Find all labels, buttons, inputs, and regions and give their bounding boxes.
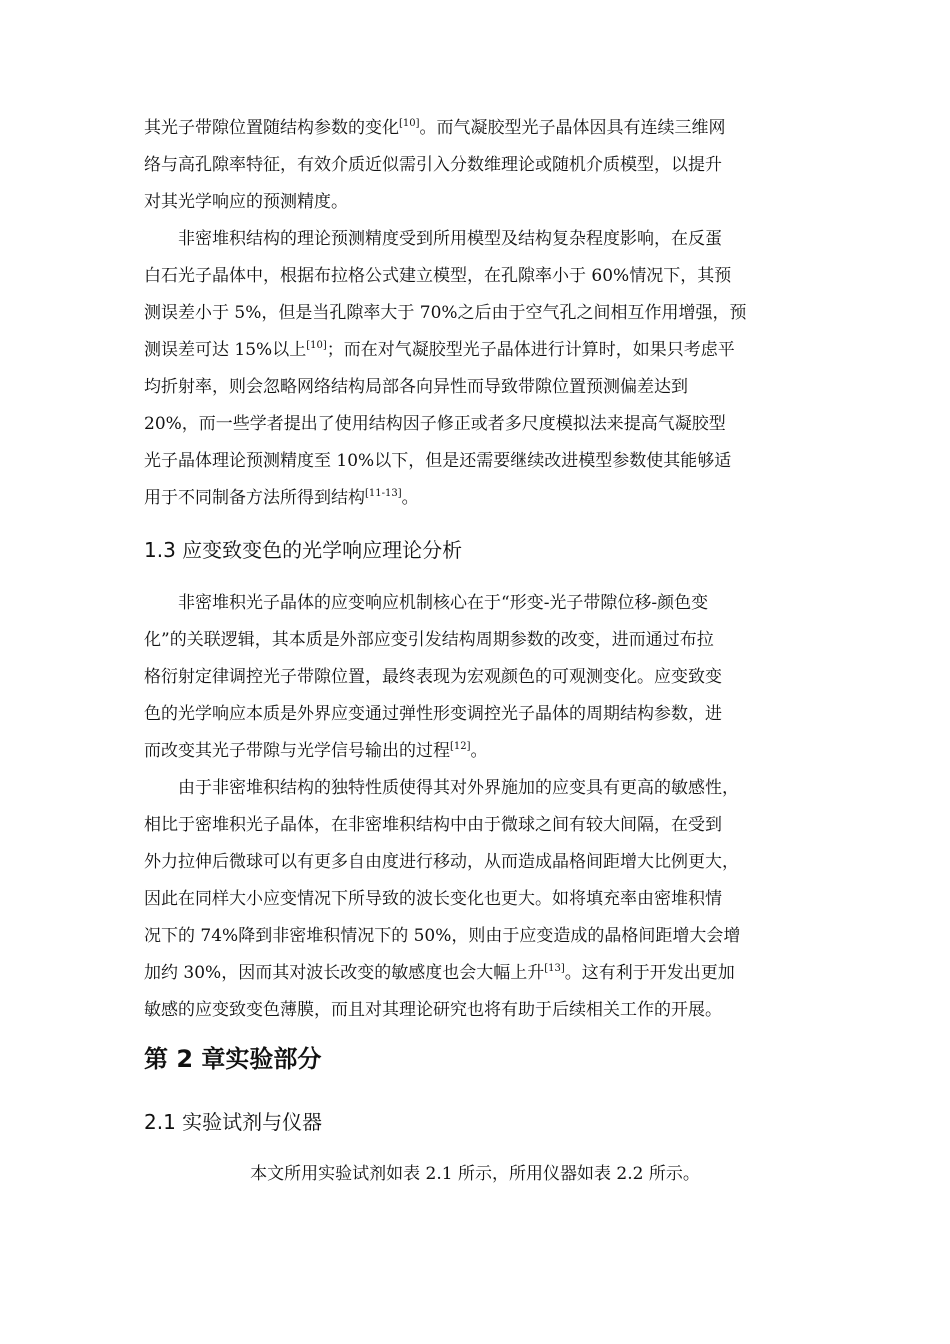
paragraph-line: 外力拉伸后微球可以有更多自由度进行移动，从而造成晶格间距增大比例更大，	[144, 852, 739, 872]
citation-ref: [10]	[306, 340, 327, 351]
text: ；而在对气凝胶型光子晶体进行计算时，如果只考虑平	[326, 340, 735, 360]
paragraph-line: 光子晶体理论预测精度至 10%以下，但是还需要继续改进模型参数使其能够适	[144, 451, 732, 471]
paragraph-line: 化”的关联逻辑，其本质是外部应变引发结构周期参数的改变，进而通过布拉	[144, 630, 714, 650]
citation-ref: [12]	[450, 741, 471, 752]
paragraph-line: 对其光学响应的预测精度。	[144, 192, 348, 212]
paragraph-line	[144, 116, 726, 140]
citation-ref: [13]	[544, 963, 565, 974]
paragraph-line: 敏感的应变致变色薄膜，而且对其理论研究也将有助于后续相关工作的开展。	[144, 1000, 722, 1020]
text: 。这有利于开发出更加	[564, 963, 735, 983]
text: 而改变其光子带隙与光学信号输出的过程	[144, 741, 450, 761]
text: 其光子带隙位置随结构参数的变化	[144, 118, 399, 138]
section-heading: 2.1 实验试剂与仪器	[144, 1110, 323, 1134]
paragraph-line: 均折射率，则会忽略网络结构局部各向异性而导致带隙位置预测偏差达到	[144, 377, 688, 397]
paragraph-line: 测误差小于 5%，但是当孔隙率大于 70%之后由于空气孔之间相互作用增强，预	[144, 303, 747, 323]
text: 。	[470, 741, 488, 761]
text: 。	[401, 488, 419, 508]
paragraph-line: 由于非密堆积结构的独特性质使得其对外界施加的应变具有更高的敏感性，	[178, 778, 739, 798]
text: 。而气凝胶型光子晶体因具有连续三维网	[419, 118, 726, 138]
paragraph-line	[144, 961, 735, 985]
centered-paragraph: 本文所用实验试剂如表 2.1 所示，所用仪器如表 2.2 所示。	[250, 1164, 700, 1184]
paragraph-line: 况下的 74%降到非密堆积情况下的 50%，则由于应变造成的晶格间距增大会增	[144, 926, 741, 946]
paragraph-line: 络与高孔隙率特征，有效介质近似需引入分数维理论或随机介质模型，以提升	[144, 155, 722, 175]
paragraph-line: 白石光子晶体中，根据布拉格公式建立模型，在孔隙率小于 60%情况下，其预	[144, 266, 732, 286]
paragraph-line: 色的光学响应本质是外界应变通过弹性形变调控光子晶体的周期结构参数，进	[144, 704, 722, 724]
paragraph-line: 非密堆积光子晶体的应变响应机制核心在于“形变-光子带隙位移-颜色变	[178, 593, 709, 613]
citation-ref: [10]	[399, 118, 420, 129]
chapter-heading: 第 2 章实验部分	[144, 1045, 322, 1073]
text: 加约 30%，因而其对波长改变的敏感度也会大幅上升	[144, 963, 545, 983]
section-heading: 1.3 应变致变色的光学响应理论分析	[144, 538, 463, 562]
paragraph-line: 20%，而一些学者提出了使用结构因子修正或者多尺度模拟法来提高气凝胶型	[144, 414, 726, 434]
paragraph-line: 因此在同样大小应变情况下所导致的波长变化也更大。如将填充率由密堆积情	[144, 889, 722, 909]
paragraph-line: 格衍射定律调控光子带隙位置，最终表现为宏观颜色的可观测变化。应变致变	[144, 667, 722, 687]
paragraph-line: 相比于密堆积光子晶体，在非密堆积结构中由于微球之间有较大间隔，在受到	[144, 815, 722, 835]
paragraph-line	[144, 486, 419, 510]
paragraph-line	[144, 338, 735, 362]
text: 测误差可达 15%以上	[144, 340, 307, 360]
citation-ref: [11-13]	[365, 488, 402, 499]
text: 用于不同制备方法所得到结构	[144, 488, 365, 508]
paragraph-line: 非密堆积结构的理论预测精度受到所用模型及结构复杂程度影响，在反蛋	[178, 229, 722, 249]
paragraph-line	[144, 739, 488, 763]
